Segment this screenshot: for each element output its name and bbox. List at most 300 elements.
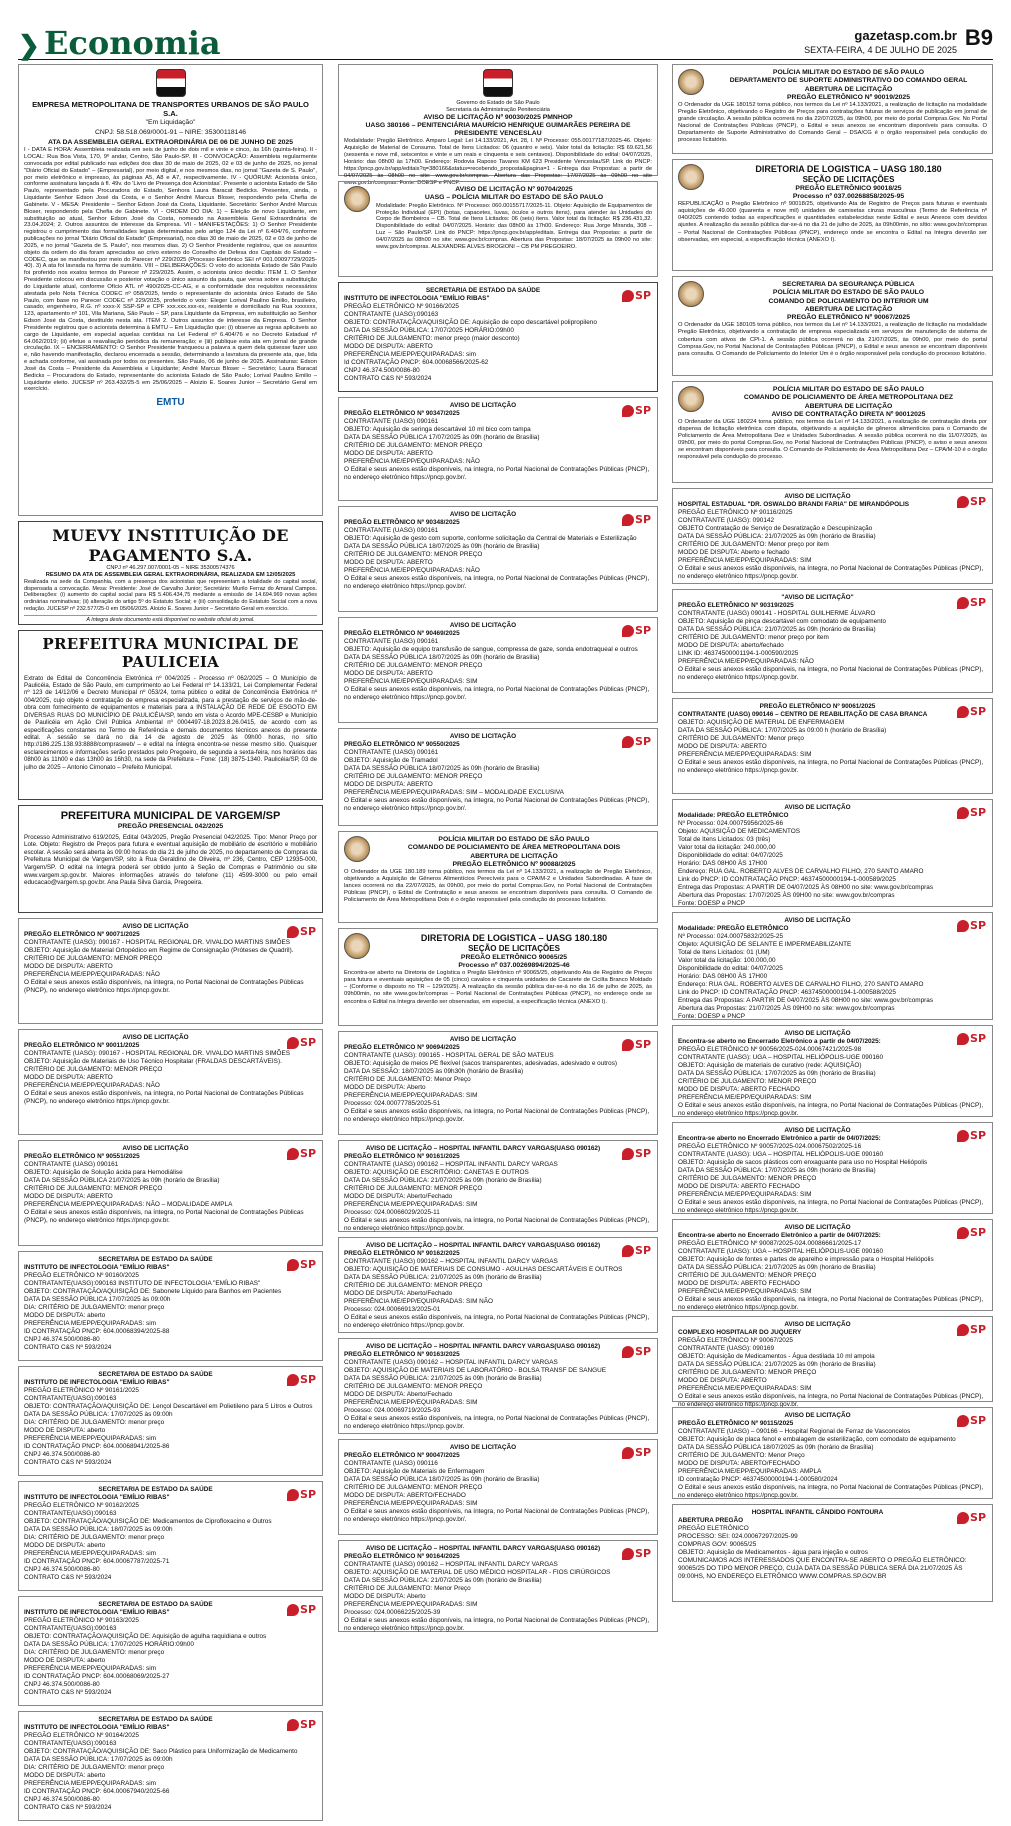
notice-line: PREFERÊNCIA ME/EPP/EQUIPARADAS: NÃO xyxy=(24,1082,160,1089)
notice-title: PREFEITURA MUNICIPAL DE PAULICEIA xyxy=(42,635,299,672)
notice-line: Endereço: RUA GAL. ROBERTO ALVES DE CARVALHO FILHO, 270 SANTO AMARO xyxy=(678,981,924,988)
notice-line: INSTITUTO DE INFECTOLOGIA "EMÍLIO RIBAS" xyxy=(24,1609,170,1616)
notice-line: DATA DA SESSÃO PÚBLICA: 17/07/2025 HORÁRIO:09h00 xyxy=(24,1641,194,1648)
notice-line: CONTRATANTE (UASG): UGA – HOSPITAL HELIÓPOLIS-UGE 090160 xyxy=(678,1151,884,1158)
notice-lines xyxy=(678,703,987,775)
notice-line: OBJETO: Aquisição de Medicamentos - Água destilada 10 ml ampola xyxy=(678,1353,875,1360)
notice-lines xyxy=(24,1145,317,1225)
notice-line: PROCESSO: SEI: 024.00067297/2025-99 xyxy=(678,1533,798,1540)
notice-line: CONTRATANTE (UASG):090163 xyxy=(344,311,439,318)
notice-title: AVISO DE LICITAÇÃO xyxy=(784,493,851,500)
notice-heading: ATA DA ASSEMBLEIA GERAL EXTRAORDINÁRIA DE 06 DE JUNHO DE 2025 xyxy=(48,139,293,147)
notice-line: OBJETO: CONTRATAÇÃO/AQUISIÇÃO DE: Aquisição de copo descartável polipropileno xyxy=(344,319,597,326)
notice-penitenciaria xyxy=(338,64,658,187)
notice-title: AVISO DE LICITAÇÃO xyxy=(449,622,517,629)
sp-logo-icon: SP xyxy=(287,1488,316,1501)
notice-hospital-list xyxy=(672,1219,993,1311)
notice-title: POLÍCIA MILITAR DO ESTADO DE SÃO PAULO xyxy=(772,69,925,76)
notice-line: MODO DE DISPUTA: Aberto/Fechado xyxy=(344,1391,453,1398)
notice-line: CRITÉRIO DE JULGAMENTO: MENOR PREÇO xyxy=(344,442,483,449)
notice-hospital-list xyxy=(338,1338,658,1434)
notice-line: PREGÃO ELETRÔNICO Nº 90161/2025 xyxy=(344,1153,460,1160)
notice-muevy xyxy=(18,521,323,625)
notice-line: CONTRATANTE (UASG) 090162 – HOSPITAL INFANTIL DARCY VARGAS xyxy=(344,1258,558,1265)
notice-line: Nº Processo: 024.00075832/2025-25 xyxy=(678,933,784,940)
notice-line: PREGÃO ELETRÔNICO Nº 90550/2025 xyxy=(344,741,460,748)
notice-pm-dsa xyxy=(672,64,993,154)
notice-line: CNPJ 46.374.500/0086-80 xyxy=(24,1796,100,1803)
notice-title: PREFEITURA MUNICIPAL DE VARGEM/SP xyxy=(60,810,281,822)
notice-line: OBJETO: Aquisição de materiais de curativo (rede: AQUISIÇÃO) xyxy=(678,1062,862,1069)
notice-line: PREFERÊNCIA ME/EPP/EQUIPARADAS: sim xyxy=(24,1665,156,1672)
notice-title: EMPRESA METROPOLITANA DE TRANSPORTES URBANOS DE SÃO PAULO S.A. xyxy=(32,100,309,119)
notice-line: MODO DE DISPUTA: ABERTO/FECHADO xyxy=(344,1492,466,1499)
notice-line: COMPLEXO HOSPITALAR DO JUQUERY xyxy=(678,1329,802,1336)
pm-emblem-icon xyxy=(678,386,704,412)
notice-line: PREFERÊNCIA ME/EPP/EQUIPARADAS: sim xyxy=(24,1320,156,1327)
notice-line: Encontra-se aberto no Encerrado Eletrônico a partir de 04/07/2025: xyxy=(678,1038,881,1045)
notice-title: AVISO DE LICITAÇÃO – HOSPITAL INFANTIL DARCY VARGAS(UASG 090162) xyxy=(365,1343,601,1350)
notice-line: PREGÃO ELETRÔNICO Nº 90164/2025 xyxy=(344,1553,460,1560)
notice-line: DATA DA SESSÃO PÚBLICA 21/07/2025 às 09h (horário de Brasília) xyxy=(24,1177,220,1184)
notice-line: CRITÉRIO DE JULGAMENTO: Menor Preço xyxy=(344,1585,471,1592)
notice-line: DATA DA SESSÃO PÚBLICA: 18/07/2025 às 09:00h xyxy=(24,1526,173,1533)
notice-line: O Edital e seus anexos estão disponíveis, na íntegra, no Portal Nacional de Contratações Públicas (PNCP), no endereço eletrônico https://pncp.gov.br. xyxy=(678,565,984,580)
notice-line: DATA DA SESSÃO PÚBLICA: 17/07/2025 às 09:00h xyxy=(24,1411,173,1418)
notice-body: O Ordenador da UGE 180224 torna público, nos termos da Lei nº 14.133/2021, a realização de contratação direta por dispensa de licitação eletrônica com disputa, objetivando a aquisição de gêneros alimentícios para o Comando de Policiamento de Área Metropolitana Dez e Unidades Subordinadas. A sessão pública ocorrerá no dia 11/07/2025, às 09h00, por meio do portal Compras.Gov, no Portal Nacional de Contratações Públicas (PNCP), o aviso e seus anexos se encontram disponíveis para consulta. O Comando de Policiamento de Área Metropolitana Dez – CPA/M-10 é o órgão responsável pela condução do processo. xyxy=(678,419,987,461)
notice-vargem xyxy=(18,805,323,913)
notice-line: OBJETO: Aquisição de Solução ácida para Hemodiálise xyxy=(24,1169,183,1176)
notice-line: DATA DA SESSÃO PÚBLICA: 17/07/2025 às 09h (horário de Brasília) xyxy=(678,1070,876,1077)
notice-line: Objeto: AQUISIÇÃO DE MEDICAMENTOS xyxy=(678,828,801,835)
notice-aviso-list xyxy=(338,397,658,501)
notice-subtitle: Processo nº 037.00269894/2025-46 xyxy=(458,962,570,969)
notice-title: AVISO DE LICITAÇÃO – HOSPITAL INFANTIL DARCY VARGAS(UASG 090162) xyxy=(365,1545,601,1552)
notice-title: AVISO DE LICITAÇÃO – HOSPITAL INFANTIL DARCY VARGAS(UASG 090162) xyxy=(365,1242,601,1249)
notice-line: CRITÉRIO DE JULGAMENTO: MENOR PREÇO xyxy=(344,551,483,558)
notice-pm-cpa2 xyxy=(338,831,658,923)
site-name[interactable]: gazetasp.com.br xyxy=(854,28,957,43)
notice-line: DATA DA SESSÃO PÚBLICA 17/07/2025 às 09:00h xyxy=(24,1296,171,1303)
notice-line: PREFERÊNCIA ME/EPP/EQUIPARADAS: NÃO xyxy=(344,458,480,465)
notice-line: DATA DA SESSÃO PÚBLICA 17/07/2025 às 09h (horário de Brasília) xyxy=(344,434,540,441)
notice-lines xyxy=(344,1545,652,1633)
notice-line: CONTRATANTE (UASG) 090146 – CENTRO DE REABILITAÇÃO DE CASA BRANCA xyxy=(678,711,928,718)
notice-lines xyxy=(344,1343,652,1431)
notice-line: MODO DE DISPUTA: ABERTO xyxy=(344,670,433,677)
notice-aviso-list xyxy=(338,506,658,612)
notice-title: DIRETORIA DE LOGISTICA – UASG 180.180 xyxy=(755,164,942,174)
notice-hospital-list xyxy=(672,1122,993,1214)
notice-line: COMPRAS GOV: 90065/25 xyxy=(678,1541,757,1548)
notice-line: OBJETO: Aquisição de sacos plásticos com enxaguante para uso no Hospital Heliópolis xyxy=(678,1159,928,1166)
notice-line: Total de Itens Licitados: 01 (UM) xyxy=(678,949,770,956)
notice-line: MODO DE DISPUTA: ABERTO FECHADO xyxy=(678,1086,800,1093)
notice-hospital-list xyxy=(672,799,993,907)
page-header xyxy=(18,22,993,60)
notice-line: PREGÃO ELETRÔNICO Nº 90469/2025 xyxy=(344,630,460,637)
notice-lines xyxy=(678,493,987,581)
notice-line: PREFERÊNCIA ME/EPP/EQUIPARADAS: SIM NÃO xyxy=(344,1298,494,1305)
column-right xyxy=(672,64,993,1607)
notice-line: PREGÃO ELETRÔNICO Nº 90160/2025 xyxy=(24,1272,139,1279)
notice-line: OBJETO: Aquisição de Material Ortopédico em Regime de Consignação (Próteses de Quadril). xyxy=(24,947,294,954)
notice-line: OBJETO: CONTRATAÇÃO/AQUISIÇÃO DE: Aquisição de agulha raquidiana e outros xyxy=(24,1633,267,1640)
notice-line: O Edital e seus anexos estão disponíveis, na íntegra, no Portal Nacional de Contratações Públicas (PNCP), no endereço eletrônico https://pncp.gov.br. xyxy=(678,759,984,774)
pm-emblem-icon xyxy=(344,933,370,959)
notice-line: CRITÉRIO DE JULGAMENTO: MENOR PREÇO xyxy=(678,1369,817,1376)
notice-line: Encontra-se aberto no Encerrado Eletrônico a partir de 04/07/2025: xyxy=(678,1232,881,1239)
notice-subtitle: COMANDO DE POLICIAMENTO DE ÁREA METROPOLITANA DOIS xyxy=(407,844,621,852)
notice-line: CRITÉRIO DE JULGAMENTO: MENOR PREÇO xyxy=(24,1066,163,1073)
sp-logo-icon: SP xyxy=(957,1129,986,1142)
notice-line: PREFERÊNCIA ME/EPP/EQUIPARADAS: SIM xyxy=(678,1094,812,1101)
notice-lines xyxy=(678,1412,987,1500)
notice-line: CRITÉRIO DE JULGAMENTO: Menor Preço xyxy=(678,1452,805,1459)
notice-lines xyxy=(344,1036,652,1124)
notice-hospital-list xyxy=(672,1025,993,1117)
notice-lines xyxy=(24,1034,317,1106)
section-title: Economia xyxy=(44,24,221,62)
notice-line: DATA DA SESSÃO PÚBLICA: 21/07/2025 às 09h (horário de Brasília) xyxy=(678,1361,876,1368)
sp-logo-icon: SP xyxy=(957,919,986,932)
notice-hospital-list xyxy=(338,1031,658,1135)
notice-line: ID CONTRATAÇÃO PNCP: 604.00068069/2025-27 xyxy=(24,1673,170,1680)
notice-line: CONTRATANTE (UASG) 090162 – HOSPITAL INFANTIL DARCY VARGAS xyxy=(344,1561,558,1568)
notice-line: DATA DA SESSÃO PÚBLICA: 21/07/2025 às 09h (horário de Brasília) xyxy=(344,1375,542,1382)
notice-lines xyxy=(678,804,987,908)
notice-line: CONTRATANTE (UASG): 090167 - HOSPITAL REGIONAL DR. VIVALDO MARTINS SIMÕES xyxy=(24,939,290,946)
notice-saude-list xyxy=(338,282,658,392)
sp-logo-icon: SP xyxy=(957,495,986,508)
notice-line: DATA DA SESSÃO PÚBLICA: 21/07/2025 às 09h (horário de Brasília) xyxy=(678,533,876,540)
notice-line: CRITÉRIO DE JULGAMENTO: Menor preço por item xyxy=(678,541,829,548)
sp-logo-icon: SP xyxy=(957,596,986,609)
notice-line: CNPJ 46.374.500/0086-80 xyxy=(24,1451,100,1458)
notice-line: O Edital e seus anexos estão disponíveis, na íntegra, no Portal Nacional de Contratações Públicas (PNCP), no endereço eletrônico https://pncp.gov.br. xyxy=(344,1108,650,1123)
notice-line: PREGÃO ELETRÔNICO Nº 90551/2025 xyxy=(24,1153,140,1160)
notice-line: OBJETO: AQUISIÇÃO DE MATERIAIS DE CONSUMO - AGULHAS DESCARTÁVEIS E OUTROS xyxy=(344,1266,623,1273)
sp-logo-icon: SP xyxy=(287,1603,316,1616)
notice-subtitle: PREGÃO ELETRÔNICO Nº 90019/2025 xyxy=(787,93,910,101)
notice-line: MODO DE DISPUTA: aberto xyxy=(24,1772,106,1779)
notice-line: CNPJ 46.374.500/0086-80 xyxy=(344,367,420,374)
sp-logo-icon: SP xyxy=(622,289,651,302)
notice-line: DATA DA SESSÃO PÚBLICA 18/07/2025 às 09h (horário de Brasília) xyxy=(678,1444,874,1451)
notice-line: Abertura das Propostas: 21/07/2025 ÀS 09H00 no site: www.gov.br/compras xyxy=(678,1005,895,1012)
notice-line: DATA DA SESSÃO PÚBLICA: 21/07/2025 às 09h (horário de Brasília) xyxy=(344,1577,542,1584)
notice-title: HOSPITAL INFANTIL CÂNDIDO FONTOURA xyxy=(751,1509,884,1516)
notice-aviso-list xyxy=(18,918,323,1024)
notice-line: MODO DE DISPUTA: ABERTO xyxy=(24,963,113,970)
notice-line: Objeto: AQUISIÇÃO DE SELANTE E IMPERMEABILIZANTE xyxy=(678,941,852,948)
sp-state-seal-icon xyxy=(483,69,513,97)
notice-line: DATA DA SESSÃO PÚBLICA: 21/07/2025 às 09h (horário de Brasília) xyxy=(344,1177,542,1184)
notice-line: OBJETO: Aquisição de gesto com suporte, conforme solicitação da Central de Materiais e Esterilização xyxy=(344,535,637,542)
notice-line: Processo: 024.00069719/2025-93 xyxy=(344,1407,441,1414)
notice-line: Link do PNCP: ID CONTRATAÇÃO PNCP: 46374500000194-1-000588/2025 xyxy=(678,989,896,996)
gov-line: Secretaria da Administração Penitenciária xyxy=(446,106,550,113)
notice-line: O Edital e seus anexos estão disponíveis, na íntegra, no Portal Nacional de Contratações Públicas (PNCP), no endereço eletrônico https://pncp.gov.br. xyxy=(344,1217,650,1232)
notice-hospital-list xyxy=(672,1316,993,1408)
notice-title: AVISO DE LICITAÇÃO xyxy=(784,1030,851,1037)
notice-line: PREGÃO ELETRÔNICO Nº 90115/2025 xyxy=(678,1420,794,1427)
notice-line: OBJETO: Aquisição de Tramadol xyxy=(344,757,438,764)
notice-line: PREFERÊNCIA ME/EPP/EQUIPARADAS: sim xyxy=(24,1780,156,1787)
notice-saude-list xyxy=(18,1366,323,1476)
notice-body: Processo Administrativo 619/2025, Edital 043/2025, Pregão Presencial 042/2025. Tipo: Menor Preço por Lote. Objeto: Registro de Preços para futura e eventual aquisição de mobiliário de escritório e mobiliário escolar. A sessão será aberta às 09:00 horas do dia 21 de julho de 2025, no departamento de Compras da Prefeitura Municipal de Vargem/SP, sito à Rua Geraldino de Oliveira, nº 236, Centro, CEP 12935-000, Vargem/SP. O edital na íntegra poderá ser obtido junto à Seção de Compras e Patrimônio ou site www.vargem.sp.gov.br. Maiores informações através do telefone (11) 4599-3000 ou pelo email educacao@vargem.sp.gov.br. Ana Paula Silva Garcia, Pregoeira. xyxy=(24,833,317,887)
notice-line: PREGÃO ELETRÔNICO Nº 90161/2025 xyxy=(24,1387,139,1394)
notice-line: MODO DE DISPUTA: ABERTO xyxy=(344,450,433,457)
notice-line: O Edital e seus anexos estão disponíveis, na íntegra, no Portal Nacional de Contratações Públicas (PNCP), no endereço eletrônico https://pncp.gov.br. xyxy=(344,1314,650,1329)
notice-line: CONTRATANTE (UASG) – 090166 – Hospital Regional de Ferraz de Vasconcelos xyxy=(678,1428,911,1435)
notice-line: O Edital e seus anexos estão disponíveis, na íntegra, no Portal Nacional de Contratações Públicas (PNCP), no endereço eletrônico https://pncp.gov.br. xyxy=(678,1484,984,1499)
notice-lines xyxy=(24,1716,317,1812)
notice-line: CONTRATANTE(UASG):090163 xyxy=(24,1395,117,1402)
notice-lines xyxy=(344,1444,652,1524)
notice-line: DIA: CRITÉRIO DE JULGAMENTO: menor preço xyxy=(24,1419,165,1426)
notice-line: CONTRATANTE (UASG) 090162 – HOSPITAL INFANTIL DARCY VARGAS xyxy=(344,1359,558,1366)
column-left xyxy=(18,64,323,1826)
notice-line: CRITÉRIO DE JULGAMENTO: MENOR PREÇO xyxy=(678,1078,817,1085)
notice-line: Modalidade: PREGÃO ELETRÔNICO xyxy=(678,812,789,819)
notice-line: MODO DE DISPUTA: Aberto/Fechado xyxy=(344,1290,453,1297)
notice-line: O Edital e seus anexos estão disponíveis, na íntegra, no Portal Nacional de Contratações Públicas (PNCP), no endereço eletrônico https://pncp.gov.br. xyxy=(678,1102,984,1117)
notice-line: HOSPITAL ESTADUAL "DR. OSWALDO BRANDI FARIA" DE MIRANDÓPOLIS xyxy=(678,501,910,508)
notice-line: MODO DE DISPUTA: aberto xyxy=(24,1312,106,1319)
notice-line: CONTRATANTE (UASG) 090161 xyxy=(344,418,439,425)
notice-line: ID CONTRATAÇÃO PNCP: 604.00068394/2025-88 xyxy=(24,1328,170,1335)
notice-line: Horário: DAS 08H00 ÀS 17H00 xyxy=(678,860,768,867)
notice-subtitle: AVISO DE CONTRATAÇÃO DIRETA Nº 90012025 xyxy=(771,410,926,418)
notice-line: Modalidade: PREGÃO ELETRÔNICO xyxy=(678,925,789,932)
notice-body: REPUBLICAÇÃO o Pregão Eletrônico nº 90018/25, objetivando Ata de Registro de Preços para futuras e eventuais aquisições de 49.000 (quarenta e nove mil) unidades de camisetas cinzas masculinas (Termo de Referência nº 040/2025 contendo todas as especificações e quantidades estabelecidas neste Edital e seus Anexos com devidos ajustes. A realização da sessão pública dar-se-á no dia 21 de julho de 2025, às 09h00min, no sítio: www.gov.br/compras – Portal Nacional de Contratações Públicas (PNCP), endereço onde se encontra o Edital na íntegra deverão ser observadas, em especial, a especificação técnica (ANEXO I). xyxy=(678,201,987,243)
notice-line: MODO DE DISPUTA: ABERTO xyxy=(344,781,433,788)
notice-lines xyxy=(678,594,987,682)
notice-line: Abertura das Propostas: 17/07/2025 ÀS 09H00 no site: www.gov.br/compras xyxy=(678,892,895,899)
notice-line: MODO DE DISPUTA: Aberto e fechado xyxy=(678,549,790,556)
notice-subtitle: COMANDO DE POLICIAMENTO DE ÁREA METROPOLITANA DEZ xyxy=(743,394,954,402)
notice-line: PREGÃO ELETRÔNICO Nº 90057/2025-024.00067502/2025-16 xyxy=(678,1143,862,1150)
notice-line: CONTRATO C&S Nº 593/2024 xyxy=(344,375,432,382)
notice-line: OBJETO: Aquisição de placa fenol e embalagem de esterilização, com comodato de equipamento xyxy=(678,1436,956,1443)
sp-logo-icon: SP xyxy=(957,1323,986,1336)
notice-line: Horário: DAS 08H00 ÀS 17H00 xyxy=(678,973,768,980)
notice-subtitle: DEPARTAMENTO DE SUPORTE ADMINISTRATIVO DO COMANDO GERAL xyxy=(729,77,968,85)
notice-line: CRITÉRIO DE JULGAMENTO: menor preço (maior desconto) xyxy=(344,335,520,342)
notice-line: O Edital e seus anexos estão disponíveis, na íntegra, no Portal Nacional de Contratações Públicas (PNCP), no endereço eletrônico https://pncp.gov.br. xyxy=(344,1617,650,1632)
notice-line: ID contratação PNCP: 46374500000194-1-000580/2024 xyxy=(678,1476,838,1483)
sp-logo-icon: SP xyxy=(957,1226,986,1239)
notice-title: AVISO DE LICITAÇÃO – HOSPITAL INFANTIL DARCY VARGAS(UASG 090162) xyxy=(365,1145,601,1152)
notice-line: PREFERÊNCIA ME/EPP/EQUIPARADAS: sim xyxy=(24,1550,156,1557)
notice-pauliceia xyxy=(18,630,323,800)
notice-line: Encontra-se aberto no Encerrado Eletrônico a partir de 04/07/2025: xyxy=(678,1135,881,1142)
notice-line: OBJETO: CONTRATAÇÃO/AQUISIÇÃO DE: Saco Plástico para Uniformização de Medicamento xyxy=(24,1748,298,1755)
notice-line: DATA DA SESSÃO PÚBLICA: 21/07/2025 às 09h (horário de Brasília) xyxy=(678,1264,876,1271)
notice-line: CONTRATANTE (UASG): UGA – HOSPITAL HELIÓPOLIS-UGE 090160 xyxy=(678,1054,884,1061)
notice-line: MODO DE DISPUTA: ABERTO/FECHADO xyxy=(678,1460,800,1467)
notice-bombeiros xyxy=(338,181,658,277)
notice-line: ID CONTRATAÇÃO PNCP: 604.00068941/2025-86 xyxy=(24,1443,170,1450)
notice-line: CONTRATO C&S Nº 593/2024 xyxy=(24,1344,112,1351)
notice-line: DATA DA SESSÃO PÚBLICA 18/07/2025 às 09h (horário de Brasília) xyxy=(344,654,540,661)
notice-line: CONTRATANTE (UASG) 090161 xyxy=(344,527,439,534)
notice-line: PREGÃO ELETRÔNICO Nº 90162/2025 xyxy=(344,1250,460,1257)
notice-line: PREFERÊNCIA ME/EPP/EQUIPARADAS: SIM xyxy=(344,678,478,685)
notice-line: MODO DE DISPUTA: ABERTO xyxy=(24,1074,113,1081)
notice-line: CRITÉRIO DE JULGAMENTO: MENOR PREÇO xyxy=(24,955,163,962)
notice-line: PREGÃO ELETRÔNICO Nº 90166/2025 xyxy=(344,303,459,310)
notice-lines xyxy=(344,402,652,482)
notice-subtitle: ABERTURA DE LICITAÇÃO xyxy=(804,402,893,410)
notice-aviso-list xyxy=(18,1140,323,1246)
notice-line: DATA DA SESSÃO PÚBLICA 18/07/2025 às 09h (horário de Brasília) xyxy=(344,765,540,772)
sp-logo-icon: SP xyxy=(287,1258,316,1271)
notice-line: DATA DA SESSÃO PÚBLICA: 21/07/2025 às 09h (horário de Brasília) xyxy=(678,626,876,633)
notice-line: CONTRATANTE(UASG):090163 xyxy=(24,1510,117,1517)
emtu-logo: EMTU xyxy=(156,397,185,409)
notice-line: CRITÉRIO DE JULGAMENTO: MENOR PREÇO xyxy=(344,1282,483,1289)
chevron-right-icon: ❯ xyxy=(18,30,40,60)
notice-line: PREFERÊNCIA ME/EPP/EQUIPARADAS: SIM xyxy=(678,1385,812,1392)
notice-pm-cpa10 xyxy=(672,381,993,483)
notice-ids: CNPJ: 58.518.069/0001-91 – NIRE: 35300118146 xyxy=(94,128,247,136)
notice-subtitle: PREGÃO ELETRÔNICO Nº 90088/2025 xyxy=(452,860,576,868)
notice-line: PREGÃO ELETRÔNICO Nº 90056/2025-024.00067421/2025-98 xyxy=(678,1046,862,1053)
notice-dirlog-middle xyxy=(338,928,658,1026)
pm-emblem-icon xyxy=(344,836,370,862)
notice-line: PREFERÊNCIA ME/EPP/EQUIPARADAS: AMPLA xyxy=(678,1468,822,1475)
notice-line: PREFERÊNCIA ME/EPP/EQUIPARADAS: NÃO xyxy=(24,971,160,978)
notice-line: PREGÃO ELETRÔNICO Nº 90116/2025 xyxy=(678,509,793,516)
notice-lines xyxy=(678,1224,987,1312)
notice-title: AVISO DE LICITAÇÃO Nº 90704/2025 xyxy=(455,186,573,193)
notice-line: Disponibilidade do edital: 04/07/2025 xyxy=(678,852,783,859)
notice-line: PREGÃO ELETRÔNICO Nº 90047/2025 xyxy=(344,1452,460,1459)
notice-line: PREFERÊNCIA ME/EPP/EQUIPARADAS: NÃO – MODALIDADE AMPLA xyxy=(24,1201,233,1208)
notice-saude-list xyxy=(18,1596,323,1706)
notice-line: CONTRATANTE (UASG) 090161 xyxy=(344,749,439,756)
notice-line: Id CONTRATAÇÃO PNCP: 604.00068566/2025-62 xyxy=(344,359,489,366)
notice-title: AVISO DE LICITAÇÃO xyxy=(449,733,517,740)
notice-hospital-list xyxy=(338,1237,658,1333)
sp-logo-icon: SP xyxy=(622,1345,651,1358)
notice-lines xyxy=(678,1030,987,1118)
notice-dirlog-right xyxy=(672,159,993,271)
sp-logo-icon: SP xyxy=(622,1038,651,1051)
notice-lines xyxy=(24,1486,317,1582)
sp-logo-icon: SP xyxy=(287,1147,316,1160)
notice-title: DIRETORIA DE LOGISTICA – UASG 180.180 xyxy=(420,933,608,943)
notice-subtitle: Processo nº 037.00268858/2025-95 xyxy=(792,193,905,200)
pm-emblem-icon xyxy=(678,69,704,95)
notice-line: O Edital e seus anexos estão disponíveis, na íntegra, no Portal Nacional de Contratações Públicas (PNCP), no endereço eletrônico https://pncp.gov.br. xyxy=(344,1415,650,1430)
notice-line: O Edital e seus anexos estão disponíveis, na íntegra, no Portal Nacional de Contratações Públicas (PNCP), no endereço eletrônico https://pncp.gov.br/. xyxy=(344,466,650,481)
notice-line: PREFERÊNCIA ME/EPP/EQUIPARADAS: SIM xyxy=(344,1201,478,1208)
notice-line: O Edital e seus anexos estão disponíveis, na íntegra, no Portal Nacional de Contratações Públicas (PNCP), no endereço eletrônico https://pncp.gov.br/. xyxy=(344,797,650,812)
notice-line: O Edital e seus anexos estão disponíveis, na íntegra, no Portal Nacional de Contratações Públicas (PNCP), no endereço eletrônico https://pncp.gov.br/. xyxy=(344,686,650,701)
pm-emblem-icon xyxy=(678,164,704,190)
notice-line: CRITÉRIO DE JULGAMENTO: MENOR PREÇO xyxy=(344,662,483,669)
notice-title: AVISO DE LICITAÇÃO xyxy=(784,1412,851,1419)
notice-line: Processo: 024.00066913/2025-01 xyxy=(344,1306,441,1313)
notice-hospital-list xyxy=(672,698,993,794)
notice-line: MODO DE DISPUTA: ABERTO xyxy=(678,1377,767,1384)
notice-line: O Edital e seus anexos estão disponíveis, na íntegra, no Portal Nacional de Contratações Públicas (PNCP), no endereço eletrônico https://pncp.gov.br. xyxy=(24,1090,304,1105)
notice-title: MUEVY INSTITUIÇÃO DE PAGAMENTO S.A. xyxy=(52,526,289,565)
sp-logo-icon: SP xyxy=(957,806,986,819)
notice-line: CONTRATANTE(UASG):090163 xyxy=(24,1740,117,1747)
notice-line: OBJETO: Aquisição de fontes e partes de aparelho e impressão para o Hospital Heliópolis xyxy=(678,1256,934,1263)
notice-line: OBJETO: CONTRATAÇÃO/AQUISIÇÃO DE: Medicamentos de Ciprofloxacino e Outros xyxy=(24,1518,272,1525)
notice-line: O Edital e seus anexos estão disponíveis, na íntegra, no Portal Nacional de Contratações Públicas (PNCP), no endereço eletrônico https://pncp.gov.br/. xyxy=(344,575,650,590)
notice-line: MODO DE DISPUTA: ABERTO FECHADO xyxy=(678,1280,800,1287)
notice-line: Entrega das Propostas: A PARTIR DE 04/07/2025 ÀS 08H00 no site: www.gov.br/compras xyxy=(678,997,934,1004)
notice-hospital-list xyxy=(672,1407,993,1499)
notice-line: CNPJ 46.374.500/0086-80 xyxy=(24,1336,100,1343)
notice-line: PREGÃO ELETRÔNICO Nº 90071/2025 xyxy=(24,931,140,938)
notice-line: PREFERÊNCIA ME/EPP/EQUIPARADAS: SIM xyxy=(678,1191,812,1198)
sp-logo-icon: SP xyxy=(622,1147,651,1160)
notice-line: INSTITUTO DE INFECTOLOGIA "EMÍLIO RIBAS" xyxy=(344,295,490,302)
notice-saude-list xyxy=(18,1481,323,1591)
notice-line: Link do PNCP: ID CONTRATAÇÃO PNCP: 46374500000194-1-000589/2025 xyxy=(678,876,896,883)
notice-line: INSTITUTO DE INFECTOLOGIA "EMÍLIO RIBAS" xyxy=(24,1379,170,1386)
notice-line: CNPJ 46.374.500/0086-80 xyxy=(24,1566,100,1573)
notice-line: DIA: CRITÉRIO DE JULGAMENTO: menor preço xyxy=(24,1764,165,1771)
notice-line: Total de Itens Licitados: 03 (três) xyxy=(678,836,771,843)
notice-body: Modalidade: Pregão Eletrônico. Amparo Legal: Lei 14.133/2021, Art. 28, I. Nº Processo: 055.00177187/2025-46. Objeto: Aquisição de Material de Consumo. Total de Itens Licitados: 06 (quantro e seis). Valor total da licitação: R$ 69.621,56 (sessenta e nove mil, seiscentos e vinte e um reais e cinquenta e seis centavos). Disponibilidade do edital: 04/07/2025, Horário: das 08h00 às 17h00. Endereço: Rodovia Raposo Tavares KM 623 Presidente Venceslau/SP. Link do PNCP: https://pncp.gov.br/app/editais?q=380166&status=recebendo_proposta&pagina=1 - Entrega das Propostas: a partir de 04/07/2025 às 08h00 no site: www.gov.br/compras. Abertura das Propostas: 17/07/2025 às 09h00 no site www.gov.br/compras. Fonte: DOESP e PNCP. xyxy=(344,138,652,187)
notice-line: O Edital e seus anexos estão disponíveis, na íntegra, no Portal Nacional de Contratações Públicas (PNCP), no endereço eletrônico https://pncp.gov.br. xyxy=(678,1393,984,1408)
notice-line: PREFERÊNCIA ME/EPP/EQUIPARADAS: SIM xyxy=(344,1092,478,1099)
notice-line: MODO DE DISPUTA: aberto xyxy=(24,1427,106,1434)
notice-line: PREGÃO ELETRÔNICO Nº 90087/2025-024.00086661/2025-17 xyxy=(678,1240,862,1247)
notice-line: O Edital e seus anexos estão disponíveis, na íntegra, no Portal Nacional de Contratações Públicas (PNCP), no endereço eletrônico https://pncp.gov.br. xyxy=(24,979,304,994)
gov-line: Governo do Estado de São Paulo xyxy=(456,100,540,106)
notice-line: OBJETO: Aquisição de meios PE flexível (sacos transparentes, adesivadas, adesivado e outros) xyxy=(344,1060,618,1067)
notice-line: CONTRATANTE (UASG) 090116 xyxy=(344,1460,438,1467)
notice-subtitle: "Em Liquidação" xyxy=(145,118,196,126)
notice-line: DATA DA SESSÃO: 18/07/2025 às 09h30h (horário de Brasília) xyxy=(344,1068,524,1075)
notice-line: PREGÃO ELETRÔNICO Nº 90347/2025 xyxy=(344,410,460,417)
notice-aviso-list xyxy=(338,617,658,723)
notice-line: PREGÃO ELETRÔNICO Nº 90348/2025 xyxy=(344,519,460,526)
notice-line: MODO DE DISPUTA: aberto xyxy=(24,1542,106,1549)
notice-line: CRITÉRIO DE JULGAMENTO: Menor Preço xyxy=(344,1076,471,1083)
notice-line: DATA DA SESSÃO PÚBLICA: 17/07/2025 às 09:00 h (horário de Brasília) xyxy=(678,727,887,734)
notice-line: CONTRATANTE (UASG) 090161 xyxy=(24,1161,119,1168)
notice-line: CONTRATO C&S Nº 593/2024 xyxy=(24,1689,112,1696)
notice-line: PREFERÊNCIA ME/EPP/EQUIPARADAS: SIM xyxy=(678,751,812,758)
notice-body: O Ordenador da UGE 180.189 torna público, nos termos da Lei nº 14.133/2021, a realização de Pregão Eletrônico, objetivando a Aquisição de Gêneros Alimentícios Perecíveis para o CPA/M-2 e Unidades Subordinadas. A fase de lances ocorrerá no dia 22/07/2025, às 09h00, por meio do portal Compras.Gov, no Portal Nacional de Contratações Públicas (PNCP), o Edital de Contratação e seus anexos se encontram disponíveis para consulta. O Comando de Policiamento de Área Metropolitana Dois é o órgão responsável pela condução do processo licitatório. xyxy=(344,869,652,904)
notice-line: Processo: 024.00077785/2025-51 xyxy=(344,1100,441,1107)
notice-line: DATA DA SESSÃO PÚBLICA: 17/07/2025 às 09:00h xyxy=(24,1756,173,1763)
notice-line: DATA DA SESSÃO PÚBLICA: 21/07/2025 às 09h (horário de Brasília) xyxy=(344,1274,542,1281)
notice-line: MODO DE DISPUTA: Aberto xyxy=(344,1593,426,1600)
notice-line: CRITÉRIO DE JULGAMENTO: MENOR PREÇO xyxy=(344,1185,483,1192)
notice-line: CRITÉRIO DE JULGAMENTO: Menor preço xyxy=(678,735,804,742)
notice-title: SECRETARIA DE ESTADO DA SAÚDE xyxy=(98,1371,213,1378)
notice-line: OBJETO: AQUISIÇÃO DE MATERIAIS DE LABORATÓRIO - BOLSA TRANSF DE SANGUE xyxy=(344,1367,606,1374)
notice-seguranca xyxy=(672,276,993,376)
notice-line: O Edital e seus anexos estão disponíveis, na íntegra, no Portal Nacional de Contratações Públicas (PNCP), no endereço eletrônico https://pncp.gov.br. xyxy=(24,1209,304,1224)
notice-line: CONTRATANTE (UASG) 090162 – HOSPITAL INFANTIL DARCY VARGAS xyxy=(344,1161,558,1168)
notice-line: PREGÃO ELETRÔNICO xyxy=(678,1525,749,1532)
notice-subtitle: ABERTURA DE LICITAÇÃO xyxy=(470,852,558,860)
notice-line: MODO DE DISPUTA: ABERTO xyxy=(24,1193,113,1200)
notice-hospital-list xyxy=(672,488,993,584)
